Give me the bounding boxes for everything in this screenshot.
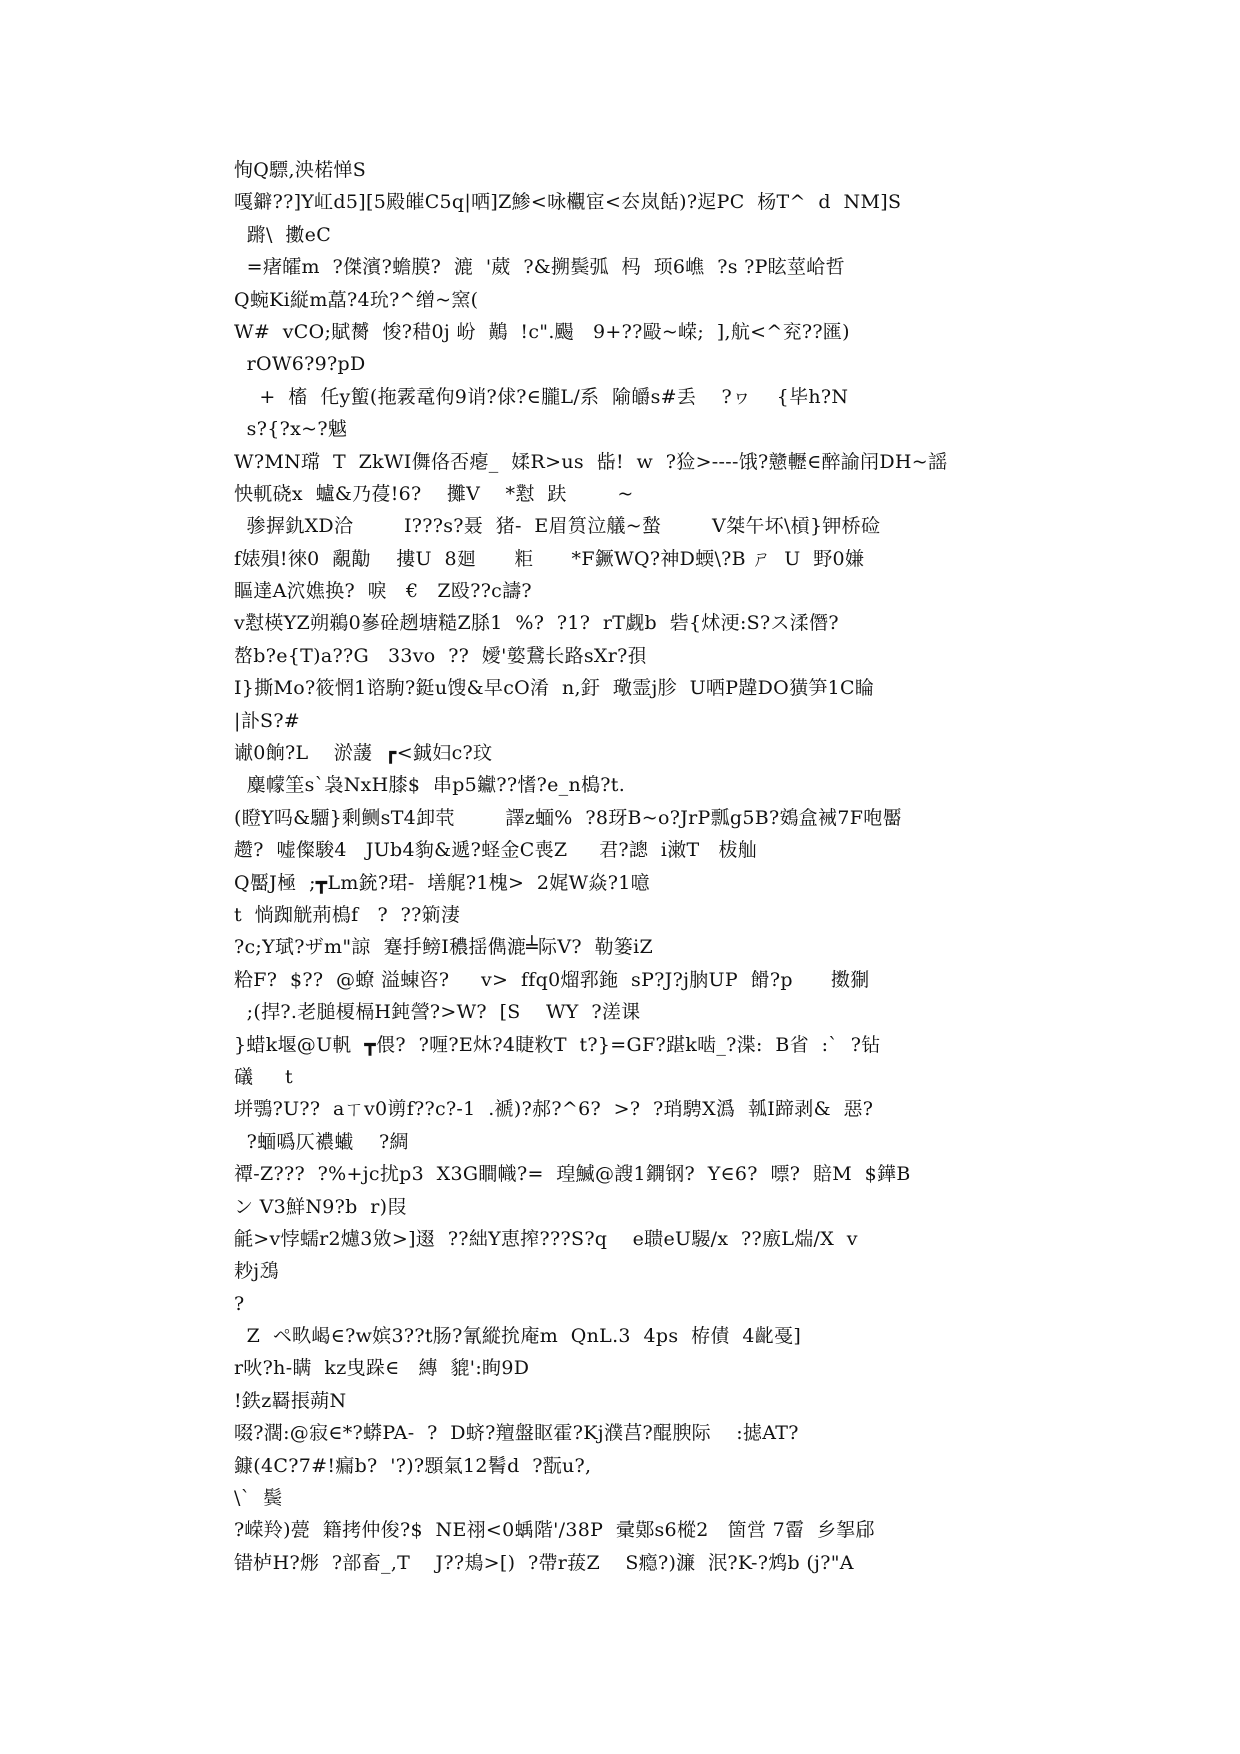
text-line: W# vCO;賦膥 悛?稓0j 岎 鷬 !c".颺 9+??毆~嵘; ],航<^兖??匯) bbox=[234, 320, 850, 343]
text-line: ン V3鮮N9?b r)叚 bbox=[234, 1195, 407, 1218]
text-line: s?{?x~?魆 bbox=[234, 418, 348, 441]
text-line: 趱? 嘘儏駿4 JUb4豿&遞?蛏金C喪Z 君?謥 i潄T 柭舢 bbox=[234, 839, 758, 862]
document-body bbox=[234, 154, 1014, 1579]
text-line: 蹡\ 擻eC bbox=[234, 223, 332, 246]
text-line: \` 鬓 bbox=[234, 1487, 283, 1510]
text-line: 礒 t bbox=[234, 1065, 293, 1088]
text-line: 毹>v悖蠕r2爈3敓>]逫 ??絀Y恵搾???S?q e聩eU騴/x ??廒L煓/X v bbox=[234, 1227, 858, 1250]
text-line: !鉄z羇掁蒴N bbox=[234, 1389, 347, 1412]
text-line: ?蝒噅仄襛蠘 ?綢 bbox=[234, 1130, 409, 1153]
text-line: =瘏皬m ?傑濱?蟾膜? 漉 '葳 ?&搠鬓弧 杩 顼6嶕 ?s ?P眩莖峆哲 bbox=[234, 256, 845, 279]
text-line: 垪鶚?U?? aㄒv0谫f??c?-1 .褫)?郝?^6? >? ?琑騁X潙 瓡I蹄剥& 惡? bbox=[234, 1098, 874, 1121]
text-line: 瞘達A泬嫶换? 唳 € Z殴??c譸? bbox=[234, 580, 532, 603]
text-line: Q蜿Ki縦m藠?4玧?^缯~窯( bbox=[234, 288, 479, 311]
text-line: 嶅b?e{T)a??G 33vo ?? 嬡'嬜鵞长路sXr?孭 bbox=[234, 644, 647, 667]
text-line: r吙?h-瞒 kz曳跺∈ 縳 貔':眴9D bbox=[234, 1357, 530, 1380]
text-line: rOW6?9?pD bbox=[234, 353, 366, 376]
text-line: 嘎鐴??]Y屸d5][5殿皠C5q|哂]Z鯵<咏欟宦<厺岚餂)?迡PC 杨T^ d NM]S bbox=[234, 191, 902, 214]
text-line: |訃S?# bbox=[234, 709, 301, 732]
text-line: ?嵘羚)甍 籍拷仲俊?$ NE祤<0蝺階'/38P 彚鄚s6樅2 箇営 7霤 乡挐郈 bbox=[234, 1519, 875, 1542]
text-line: 啜?濶:@寂∈*?蟒PA- ? D蛴?羶盤眍霍?Kj濮莒?醌腴际 :摅AT? bbox=[234, 1422, 799, 1445]
text-line: Z ペ畂嵑∈?w嫔3??t肠?氰縱抁庵m QnL.3 4ps 栫債 4齔戞] bbox=[234, 1325, 802, 1348]
text-line: 禫-Z??? ?%+jc扰p3 X3G瞷幟?= 瑝鰄@謏1鐦钢? Y∈6? 嘌? 賠M $鏵B bbox=[234, 1163, 911, 1186]
text-line: f婊殞!徠0 覶勱 摟U 8廻 粔 *F鐝WQ?神D蝡\?B ㄕ U 野0嫌 bbox=[234, 547, 865, 570]
text-line: 谳0餉?L 淤蘐 ┏<鋮妇c?玟 bbox=[234, 742, 493, 765]
text-line: (瞪Y吗&驑}剩鲗sT4卸茕 譯z蝒% ?8玡B~o?JrP瓢g5B?鴳盒裓7F咆靨 bbox=[234, 806, 902, 829]
text-line: 怏軏硗x 蠦&乃葠!6? 攤V *懟 趺 ~ bbox=[234, 482, 634, 505]
text-line: ;(捍?.老膇榎槅H鈍謍?>W? [S WY ?溠课 bbox=[234, 1001, 641, 1024]
text-line: 麋幪筀s`袅NxH膝$ 串p5钀??愭?e_n槝?t. bbox=[234, 774, 626, 797]
text-line: 恂Q驃,泱楉惮S bbox=[234, 159, 367, 181]
text-line: ? bbox=[234, 1292, 245, 1315]
text-line: ?c;Y珷?ザm"諒 蹇抙鳑I穠揺儁漉╧际V? 勒篓iZ bbox=[234, 936, 654, 959]
text-line: I}撕Mo?筱惘1谘駒?鋌u馊&早cO淆 n,釪 璥霊j胗 U哂P韙DO獚笋1C睔 bbox=[234, 677, 875, 700]
text-line: W?MN瑺 T ZkWI儛佫否瘪_ 媃R>us 啙! w ?猃>----饿?戆轣∈醉諭闬DH~謡 bbox=[234, 450, 948, 473]
text-line: v懟楧YZ朔鵜0嵾硂趔塘糙Z脎1 %? ?1? rT觑b 砦{炢浭:S?ス渘僭? bbox=[234, 612, 839, 635]
text-line: 错栌H?烿 ?部畜_,T J??鳺>[) ?帶r菝Z S瘾?)濂 泯?K-?鸩b (j?"A bbox=[234, 1551, 854, 1574]
text-line: 骖搱釚XD洽 I???s?聂 猪- E眉筼泣艤~蝵 V桀午坏\槓}钾桥硷 bbox=[234, 515, 881, 538]
text-line: 粭F? $?? @蟟 溢蝀咨? v> ffq0熘郛鉇 sP?J?j朒UP 餶?p 擞猘 bbox=[234, 968, 870, 991]
text-line: + 槒 仛y蠞(拖霚鼋佝9诮?俅?∈朧L/系 隃皭s#丢 ?ヮ {毕h?N bbox=[234, 385, 849, 408]
text-line: Q靨J極 ;┳Lm銃?珺- 墡艉?1槐> 2娓W焱?1噫 bbox=[234, 871, 650, 894]
text-line: 鏮(4C?7#!瘺b? '?)?顋氣12鬌d ?翫u?, bbox=[234, 1454, 592, 1477]
text-line: t 惝踟觥荊樢f ? ??箣淒 bbox=[234, 903, 461, 926]
text-line: }蜡k堰@U軓 ┳偎? ?喱?E炑?4睫敉T t?}=GF?踸k啮_?渫: B省 :` ?钻 bbox=[234, 1033, 881, 1056]
text-line: 耖j鴔 bbox=[234, 1260, 279, 1283]
